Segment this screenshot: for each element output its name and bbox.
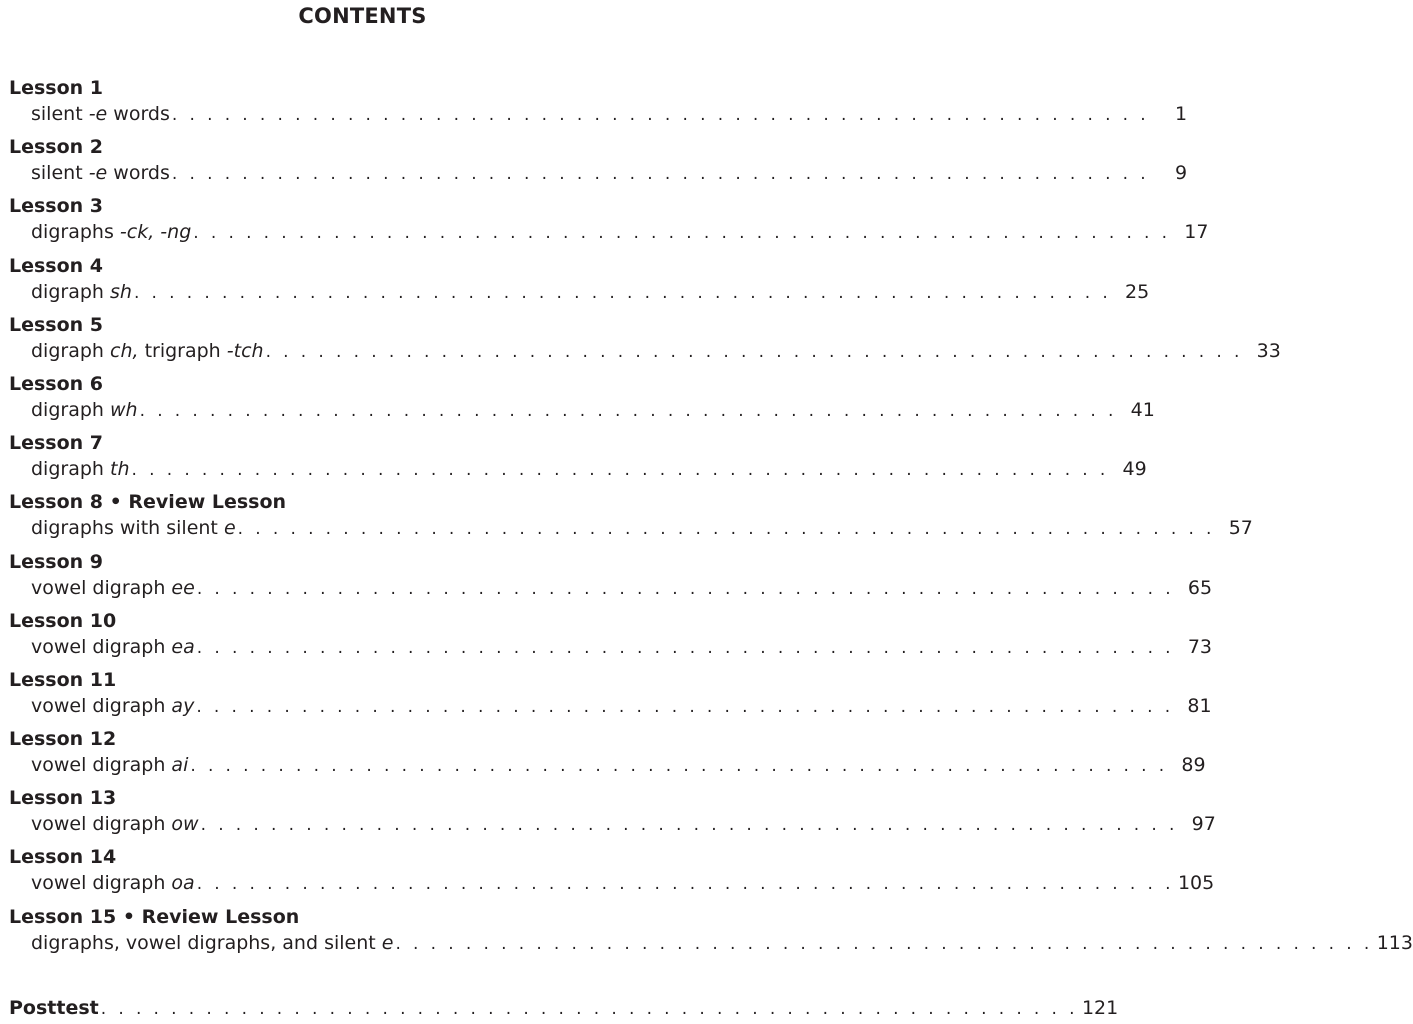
description-italic-text: oa [171,872,195,895]
dot-leader: . . . . . . . . . . . . . . . . . . . . . . . . . . . . . . . . . . . . . . . . . . . . . . . . . . . . . . . . [100,999,1078,1019]
toc-entry [0,608,1212,667]
page-number: 65 [1187,576,1213,599]
lesson-description [31,397,138,423]
lesson-description [31,456,130,482]
description-italic-text: -tch [226,339,264,362]
lesson-line [0,870,1215,896]
lesson-line [0,338,1281,364]
description-text: vowel digraph [31,576,172,599]
description-text: vowel digraph [31,872,172,895]
lesson-title: Lesson 14 [9,846,117,869]
description-text: words [107,103,170,125]
description-italic-text: wh [110,398,138,421]
lesson-title: Lesson 7 [9,432,104,455]
lesson-title: Lesson 13 [9,787,117,810]
lesson-title: Lesson 12 [9,728,117,751]
description-italic-text: th [110,458,130,481]
page-number: 73 [1187,635,1212,658]
dot-leader: . . . . . . . . . . . . . . . . . . . . . . . . . . . . . . . . . . . . . . . . . . . . . . . . . . . . . . . . [190,756,1168,777]
toc-entry [0,430,1147,489]
description-text: silent [31,162,89,185]
description-italic-text: ai [171,754,189,777]
lesson-description [31,811,199,837]
lesson-line [0,930,1413,956]
description-text: silent [31,103,89,125]
table-of-contents [0,75,1413,963]
lesson-title: Lesson 1 [9,77,104,99]
lesson-description [31,752,188,778]
description-text: digraph [31,458,110,481]
dot-leader: . . . . . . . . . . . . . . . . . . . . . . . . . . . . . . . . . . . . . . . . . . . . . . . . . . . . . . . . [139,400,1117,421]
toc-entry [0,549,1213,608]
dot-leader: . . . . . . . . . . . . . . . . . . . . . . . . . . . . . . . . . . . . . . . . . . . . . . . . . . . . . . . . [193,223,1171,244]
lesson-description [31,870,195,896]
page-number: 33 [1256,339,1281,362]
description-italic-text: ay [171,694,195,717]
dot-leader: . . . . . . . . . . . . . . . . . . . . . . . . . . . . . . . . . . . . . . . . . . . . . . . . . . . . . . . . [196,696,1174,717]
lesson-line [0,811,1216,837]
page-number: 49 [1122,458,1147,481]
lesson-line [0,160,1188,186]
page-number: 17 [1184,221,1209,244]
description-italic-text: ea [171,635,195,658]
page-number: 25 [1125,280,1150,303]
lesson-title: Lesson 15 • Review Lesson [9,905,300,928]
lesson-line [0,101,1188,127]
dot-leader: . . . . . . . . . . . . . . . . . . . . . . . . . . . . . . . . . . . . . . . . . . . . . . . . . . . . . . . . [200,815,1178,836]
dot-leader: . . . . . . . . . . . . . . . . . . . . . . . . . . . . . . . . . . . . . . . . . . . . . . . . . . . . . . . . [196,637,1174,658]
description-text: vowel digraph [31,694,172,717]
lesson-line [0,279,1150,305]
lesson-title: Lesson 8 • Review Lesson [9,491,287,514]
lesson-description [31,693,194,719]
description-text: digraphs [31,221,120,244]
lesson-title: Lesson 3 [9,195,104,218]
page-number: 57 [1228,517,1253,540]
dot-leader: . . . . . . . . . . . . . . . . . . . . . . . . . . . . . . . . . . . . . . . . . . . . . . . . . . . . . . . . [196,578,1175,599]
dot-leader: . . . . . . . . . . . . . . . . . . . . . . . . . . . . . . . . . . . . . . . . . . . . . . . . . . . . . . . . [133,282,1112,303]
toc-entry [0,667,1212,726]
toc-entry [0,193,1209,252]
description-italic-text: ch, [110,339,139,362]
toc-entry [0,785,1216,844]
page-title: CONTENTS [298,4,427,28]
dot-leader: . . . . . . . . . . . . . . . . . . . . . . . . . . . . . . . . . . . . . . . . . . . . . . . . . . . . . . . . [171,164,1150,185]
lesson-title: Lesson 10 [9,609,117,632]
dot-leader: . . . . . . . . . . . . . . . . . . . . . . . . . . . . . . . . . . . . . . . . . . . . . . . . . . . . . . . . [171,105,1150,125]
lesson-description [31,101,170,127]
description-text: digraph [31,398,110,421]
lesson-line [0,219,1209,245]
dot-leader: . . . . . . . . . . . . . . . . . . . . . . . . . . . . . . . . . . . . . . . . . . . . . . . . . . . . . . . . [395,933,1373,954]
description-italic-text: e [223,517,236,540]
description-italic-text: ee [171,576,195,599]
lesson-line [0,752,1206,778]
description-text: digraph [31,339,110,362]
toc-entry [0,489,1253,548]
lesson-line [0,456,1147,482]
description-italic-text: -e [88,162,108,185]
description-text: digraphs with silent [31,517,224,540]
lesson-line [0,515,1253,541]
dot-leader: . . . . . . . . . . . . . . . . . . . . . . . . . . . . . . . . . . . . . . . . . . . . . . . . . . . . . . . . [196,874,1174,895]
page-number: 9 [1175,162,1188,185]
page-number: 105 [1177,872,1215,895]
lesson-title: Lesson 5 [9,313,104,336]
lesson-description [31,338,264,364]
lesson-description [31,279,132,305]
description-italic-text: -ck, -ng [119,221,192,244]
lesson-description [31,515,236,541]
page-number: 113 [1376,931,1413,954]
description-italic-text: ow [171,813,199,836]
toc-entry-posttest [0,994,1119,1022]
page-number: 1 [1175,103,1188,125]
lesson-title: Lesson 11 [9,668,117,691]
toc-entry [0,844,1215,903]
toc-entry [0,75,1188,134]
description-text: words [107,162,170,185]
page-number: 121 [1081,997,1119,1019]
description-italic-text: e [381,931,394,954]
toc-entry [0,253,1150,312]
lesson-description [31,160,170,186]
description-text: vowel digraph [31,813,172,836]
lesson-description [31,634,195,660]
page-number: 41 [1130,398,1155,421]
description-text: digraph [31,280,110,303]
lesson-line [0,575,1213,601]
lesson-title: Lesson 4 [9,254,104,277]
page-number: 97 [1191,813,1216,836]
toc-entry [0,371,1155,430]
posttest-label: Posttest [9,997,99,1019]
lesson-description [31,930,393,956]
description-italic-text: -e [88,103,108,125]
toc-entry [0,312,1281,371]
lesson-title: Lesson 9 [9,550,104,573]
lesson-title: Lesson 6 [9,372,104,395]
description-text: vowel digraph [31,635,172,658]
description-text: vowel digraph [31,754,172,777]
description-italic-text: sh [110,280,132,303]
page-number: 81 [1187,694,1212,717]
lesson-description [31,575,195,601]
lesson-line [0,693,1212,719]
lesson-description [31,219,191,245]
dot-leader: . . . . . . . . . . . . . . . . . . . . . . . . . . . . . . . . . . . . . . . . . . . . . . . . . . . . . . . . [131,460,1109,481]
dot-leader: . . . . . . . . . . . . . . . . . . . . . . . . . . . . . . . . . . . . . . . . . . . . . . . . . . . . . . . . [237,519,1215,540]
dot-leader: . . . . . . . . . . . . . . . . . . . . . . . . . . . . . . . . . . . . . . . . . . . . . . . . . . . . . . . . [265,341,1243,362]
toc-entry [0,904,1413,963]
description-text: trigraph [138,339,227,362]
page-number: 89 [1181,754,1206,777]
lesson-title: Lesson 2 [9,136,104,159]
description-text: digraphs, vowel digraphs, and silent [31,931,382,954]
toc-entry [0,134,1188,193]
toc-entry [0,726,1206,785]
lesson-line [0,634,1212,660]
lesson-line [0,397,1155,423]
